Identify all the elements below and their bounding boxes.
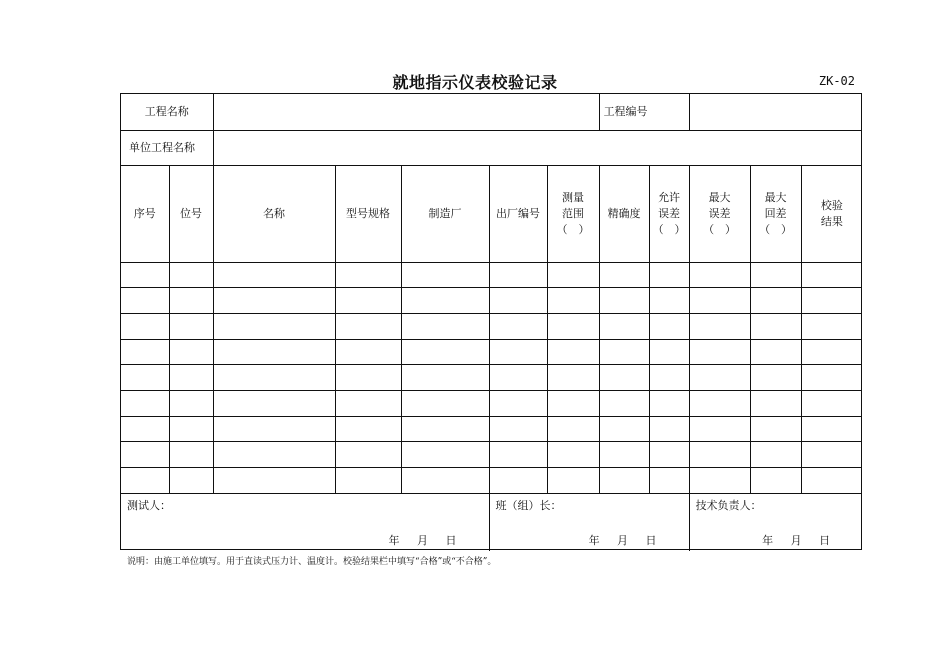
signature-label: 测试人： — [127, 498, 171, 512]
project-name-label: 工程名称 — [121, 94, 213, 130]
table-cell[interactable] — [801, 416, 862, 442]
table-cell[interactable] — [750, 442, 801, 468]
signature-label: 班（组）长： — [495, 498, 562, 512]
table-cell[interactable] — [335, 339, 401, 365]
table-cell[interactable] — [401, 416, 489, 442]
table-cell[interactable] — [169, 390, 213, 416]
table-cell[interactable] — [121, 313, 169, 339]
table-cell[interactable] — [169, 442, 213, 468]
unit-project-field[interactable] — [213, 130, 862, 165]
table-cell[interactable] — [689, 288, 750, 314]
table-cell[interactable] — [401, 313, 489, 339]
table-cell[interactable] — [599, 390, 649, 416]
table-cell[interactable] — [213, 416, 335, 442]
table-row — [121, 390, 862, 416]
table-cell[interactable] — [649, 416, 689, 442]
signature-label: 技术负责人： — [695, 498, 762, 512]
column-header-text: 最大 — [764, 190, 787, 204]
table-cell[interactable] — [489, 339, 547, 365]
table-cell[interactable] — [547, 390, 599, 416]
table-cell[interactable] — [750, 288, 801, 314]
table-cell[interactable] — [401, 365, 489, 391]
column-header — [750, 165, 801, 262]
table-cell[interactable] — [801, 468, 862, 494]
table-cell[interactable] — [489, 313, 547, 339]
table-cell[interactable] — [401, 390, 489, 416]
leader-signature[interactable] — [489, 493, 689, 551]
column-header — [801, 165, 862, 262]
table-cell[interactable] — [599, 313, 649, 339]
table-cell[interactable] — [801, 339, 862, 365]
table-cell[interactable] — [689, 262, 750, 288]
table-cell[interactable] — [489, 468, 547, 494]
column-header — [599, 165, 649, 262]
table-cell[interactable] — [169, 288, 213, 314]
table-cell[interactable] — [547, 416, 599, 442]
column-header — [169, 165, 213, 262]
column-header-text: 校验 — [820, 198, 843, 212]
table-cell[interactable] — [689, 313, 750, 339]
column-header-text: 位号 — [180, 206, 202, 220]
column-header-text: 序号 — [133, 206, 156, 220]
table-cell[interactable] — [547, 365, 599, 391]
signature-date: 年 月 日 — [588, 533, 657, 547]
column-header — [121, 165, 169, 262]
table-cell[interactable] — [121, 262, 169, 288]
tester-signature[interactable] — [121, 493, 489, 551]
table-cell[interactable] — [547, 262, 599, 288]
table-cell[interactable] — [801, 390, 862, 416]
column-header-text: （ ） — [759, 222, 793, 236]
table-cell[interactable] — [335, 288, 401, 314]
record-table — [121, 94, 862, 551]
form-code: ZK-02 — [818, 74, 855, 88]
project-number-label: 工程编号 — [599, 94, 689, 130]
table-cell[interactable] — [169, 313, 213, 339]
signature-date: 年 月 日 — [388, 533, 457, 547]
table-cell[interactable] — [649, 339, 689, 365]
table-cell[interactable] — [689, 468, 750, 494]
table-row — [121, 262, 862, 288]
table-cell[interactable] — [599, 262, 649, 288]
table-cell[interactable] — [401, 339, 489, 365]
column-header-text: 误差 — [658, 206, 681, 220]
column-header-text: （ ） — [703, 222, 737, 236]
table-cell[interactable] — [547, 468, 599, 494]
table-row — [121, 416, 862, 442]
table-cell[interactable] — [801, 288, 862, 314]
table-cell[interactable] — [489, 288, 547, 314]
table-cell[interactable] — [750, 390, 801, 416]
signature-date: 年 月 日 — [762, 533, 831, 547]
table-cell[interactable] — [401, 468, 489, 494]
column-header-text: 误差 — [708, 206, 731, 220]
table-cell[interactable] — [750, 416, 801, 442]
table-cell[interactable] — [801, 442, 862, 468]
unit-project-row — [121, 130, 862, 165]
table-cell[interactable] — [599, 468, 649, 494]
table-cell[interactable] — [649, 262, 689, 288]
project-row — [121, 94, 862, 130]
unit-project-label: 单位工程名称 — [121, 130, 213, 165]
table-cell[interactable] — [689, 339, 750, 365]
column-header — [689, 165, 750, 262]
table-cell[interactable] — [599, 339, 649, 365]
column-header — [489, 165, 547, 262]
table-cell[interactable] — [121, 416, 169, 442]
table-cell[interactable] — [801, 365, 862, 391]
table-cell[interactable] — [489, 442, 547, 468]
table-cell[interactable] — [750, 313, 801, 339]
table-cell[interactable] — [121, 390, 169, 416]
table-cell[interactable] — [335, 468, 401, 494]
column-header-text: 范围 — [562, 206, 585, 220]
table-cell[interactable] — [489, 390, 547, 416]
column-header-text: 测量 — [562, 190, 585, 204]
table-cell[interactable] — [649, 442, 689, 468]
table-cell[interactable] — [169, 365, 213, 391]
table-cell[interactable] — [121, 288, 169, 314]
column-header — [213, 165, 335, 262]
column-header-text: 型号规格 — [346, 206, 390, 220]
column-header-text: （ ） — [652, 222, 686, 236]
column-header-text: 制造厂 — [428, 206, 462, 220]
table-cell[interactable] — [689, 416, 750, 442]
table-cell[interactable] — [750, 339, 801, 365]
table-cell[interactable] — [213, 468, 335, 494]
table-cell[interactable] — [489, 365, 547, 391]
table-cell[interactable] — [547, 442, 599, 468]
table-cell[interactable] — [121, 339, 169, 365]
table-cell[interactable] — [169, 262, 213, 288]
signature-row — [121, 493, 862, 551]
column-header — [401, 165, 489, 262]
table-cell[interactable] — [335, 365, 401, 391]
column-header-text: 最大 — [708, 190, 731, 204]
table-row — [121, 365, 862, 391]
column-header-text: 回差 — [764, 206, 787, 220]
table-row — [121, 288, 862, 314]
table-cell[interactable] — [599, 416, 649, 442]
table-cell[interactable] — [489, 416, 547, 442]
form-title: 就地指示仪表校验记录 — [392, 73, 558, 92]
table-cell[interactable] — [213, 339, 335, 365]
table-cell[interactable] — [335, 416, 401, 442]
table-cell[interactable] — [599, 365, 649, 391]
project-number-field[interactable] — [689, 94, 862, 130]
column-header-text: 结果 — [820, 214, 843, 228]
column-header-text: 精确度 — [607, 206, 641, 220]
table-row — [121, 442, 862, 468]
column-header-text: 名称 — [263, 206, 285, 220]
table-cell[interactable] — [649, 390, 689, 416]
table-cell[interactable] — [121, 442, 169, 468]
column-header-text: （ ） — [556, 222, 590, 236]
tech-signature[interactable] — [689, 493, 862, 551]
record-sheet — [120, 93, 862, 550]
column-header-row — [121, 165, 862, 262]
table-cell[interactable] — [649, 468, 689, 494]
table-cell[interactable] — [401, 442, 489, 468]
column-header-text: 允许 — [658, 190, 681, 204]
table-cell[interactable] — [750, 365, 801, 391]
table-cell[interactable] — [649, 365, 689, 391]
table-row — [121, 468, 862, 494]
table-cell[interactable] — [649, 313, 689, 339]
table-cell[interactable] — [169, 468, 213, 494]
table-cell[interactable] — [547, 288, 599, 314]
table-cell[interactable] — [335, 390, 401, 416]
table-cell[interactable] — [213, 390, 335, 416]
table-cell[interactable] — [213, 313, 335, 339]
column-header — [547, 165, 599, 262]
project-name-field[interactable] — [213, 94, 599, 130]
column-header-text: 出厂编号 — [496, 206, 540, 220]
table-cell[interactable] — [801, 262, 862, 288]
table-cell[interactable] — [213, 288, 335, 314]
table-cell[interactable] — [801, 313, 862, 339]
column-header — [335, 165, 401, 262]
table-cell[interactable] — [213, 365, 335, 391]
table-cell[interactable] — [121, 365, 169, 391]
table-cell[interactable] — [489, 262, 547, 288]
column-header — [649, 165, 689, 262]
table-cell[interactable] — [335, 313, 401, 339]
table-cell[interactable] — [213, 262, 335, 288]
form-note: 说明：由施工单位填写。用于直读式压力计、温度计。校验结果栏中填写“合格”或“不合格”。 — [127, 557, 497, 567]
table-cell[interactable] — [649, 288, 689, 314]
table-cell[interactable] — [169, 339, 213, 365]
table-cell[interactable] — [335, 262, 401, 288]
table-cell[interactable] — [547, 339, 599, 365]
table-cell[interactable] — [750, 262, 801, 288]
table-row — [121, 339, 862, 365]
table-cell[interactable] — [121, 468, 169, 494]
table-cell[interactable] — [689, 365, 750, 391]
table-row — [121, 313, 862, 339]
table-cell[interactable] — [335, 442, 401, 468]
table-cell[interactable] — [689, 442, 750, 468]
table-cell[interactable] — [213, 442, 335, 468]
table-cell[interactable] — [599, 288, 649, 314]
table-cell[interactable] — [750, 468, 801, 494]
table-cell[interactable] — [401, 262, 489, 288]
table-cell[interactable] — [401, 288, 489, 314]
table-cell[interactable] — [547, 313, 599, 339]
table-cell[interactable] — [169, 416, 213, 442]
table-cell[interactable] — [599, 442, 649, 468]
table-cell[interactable] — [689, 390, 750, 416]
